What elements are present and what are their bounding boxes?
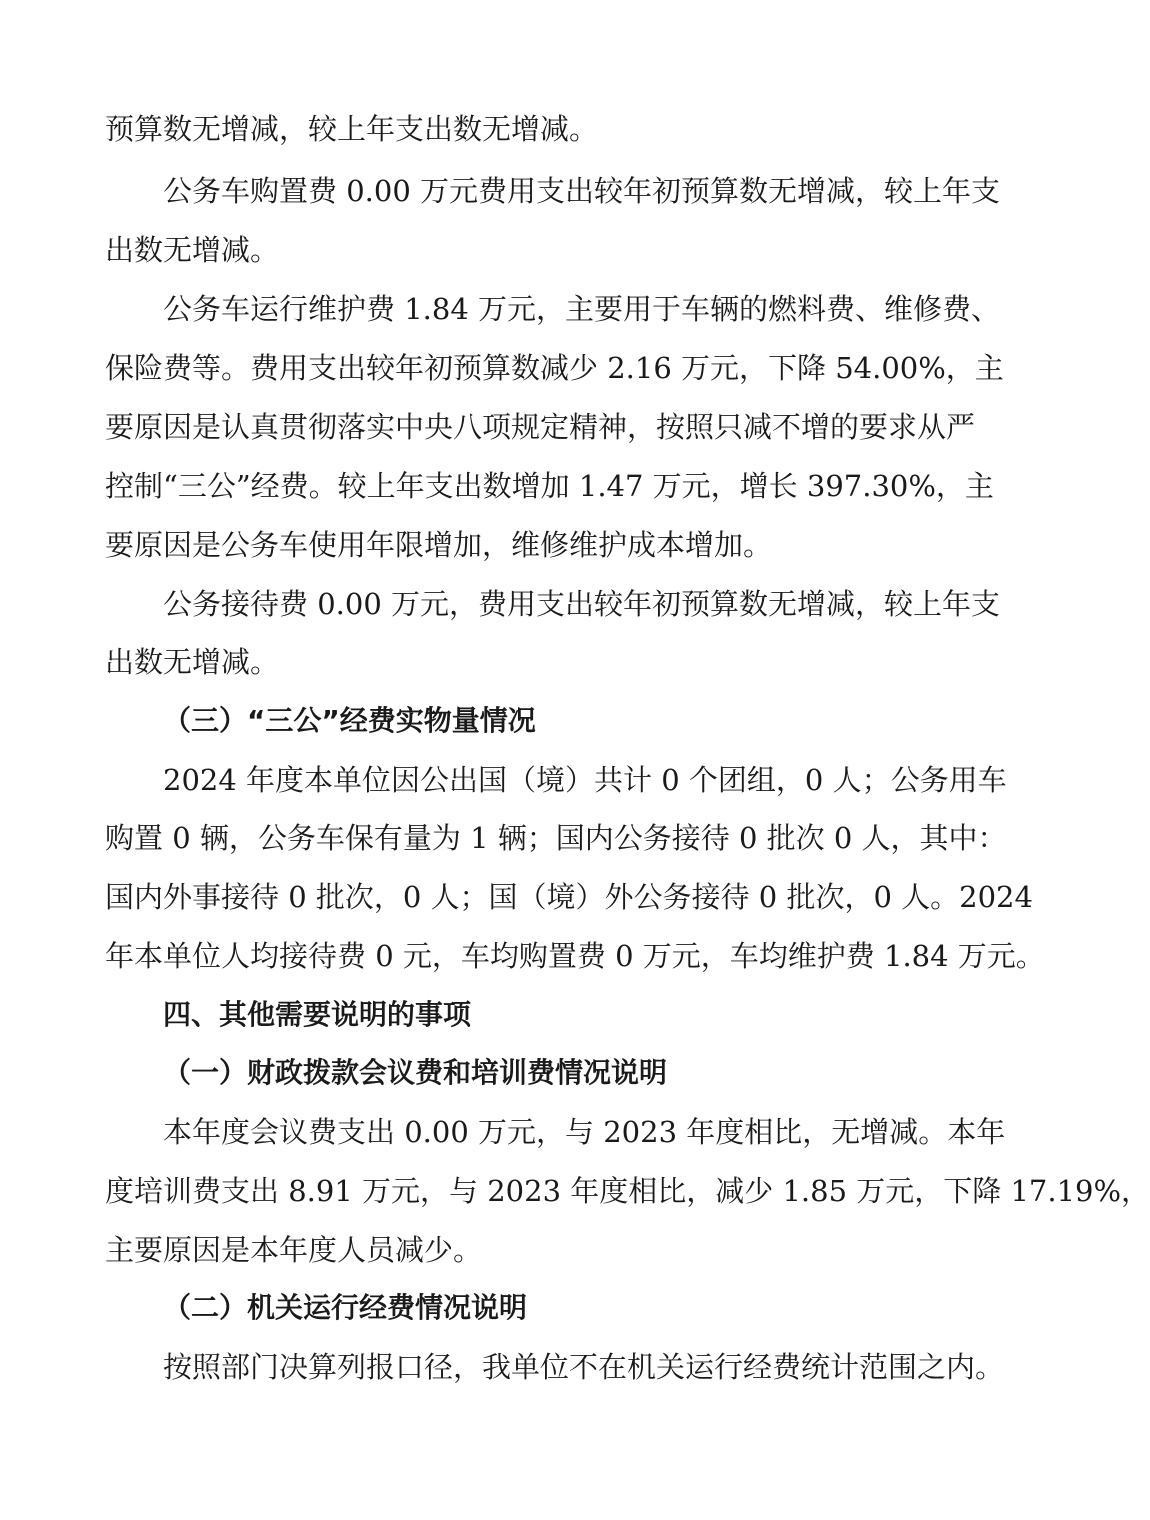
- text-line-5: 保险费等。费用支出较年初预算数减少 2.16 万元，下降 54.00%，主: [105, 351, 1004, 385]
- text-line-7: 控制“三公”经费。较上年支出数增加 1.47 万元，增长 397.30%，主: [105, 469, 994, 503]
- text-line-10: 出数无增减。: [105, 645, 280, 679]
- text-line-14: 国内外事接待 0 批次，0 人；国（境）外公务接待 0 批次，0 人。2024: [105, 880, 1033, 914]
- text-line-18: 本年度会议费支出 0.00 万元，与 2023 年度相比，无增减。本年: [163, 1115, 1006, 1149]
- text-line-8: 要原因是公务车使用年限增加，维修维护成本增加。: [105, 528, 773, 562]
- text-line-9: 公务接待费 0.00 万元，费用支出较年初预算数无增减，较上年支: [163, 587, 1001, 621]
- text-line-22: 按照部门决算列报口径，我单位不在机关运行经费统计范围之内。: [163, 1350, 1005, 1384]
- text-line-2: 公务车购置费 0.00 万元费用支出较年初预算数无增减，较上年支: [163, 174, 1001, 208]
- text-line-13: 购置 0 辆，公务车保有量为 1 辆；国内公务接待 0 批次 0 人，其中：: [105, 821, 1007, 855]
- text-line-6: 要原因是认真贯彻落实中央八项规定精神，按照只减不增的要求从严: [105, 410, 976, 444]
- text-line-3: 出数无增减。: [105, 233, 280, 267]
- text-line-19: 度培训费支出 8.91 万元，与 2023 年度相比，减少 1.85 万元，下降 17.19%，: [105, 1174, 1150, 1208]
- text-line-1: 预算数无增减，较上年支出数无增减。: [105, 112, 599, 146]
- section-heading-3: （三）“三公”经费实物量情况: [163, 704, 536, 737]
- text-line-15: 年本单位人均接待费 0 元，车均购置费 0 万元，车均维护费 1.84 万元。: [105, 939, 1045, 973]
- section-heading-4-1: （一）财政拨款会议费和培训费情况说明: [163, 1056, 668, 1089]
- section-heading-4: 四、其他需要说明的事项: [163, 998, 472, 1031]
- text-line-12: 2024 年度本单位因公出国（境）共计 0 个团组，0 人；公务用车: [163, 763, 1007, 797]
- text-line-20: 主要原因是本年度人员减少。: [105, 1233, 483, 1267]
- section-heading-4-2: （二）机关运行经费情况说明: [163, 1291, 528, 1324]
- text-line-4: 公务车运行维护费 1.84 万元，主要用于车辆的燃料费、维修费、: [163, 292, 1001, 326]
